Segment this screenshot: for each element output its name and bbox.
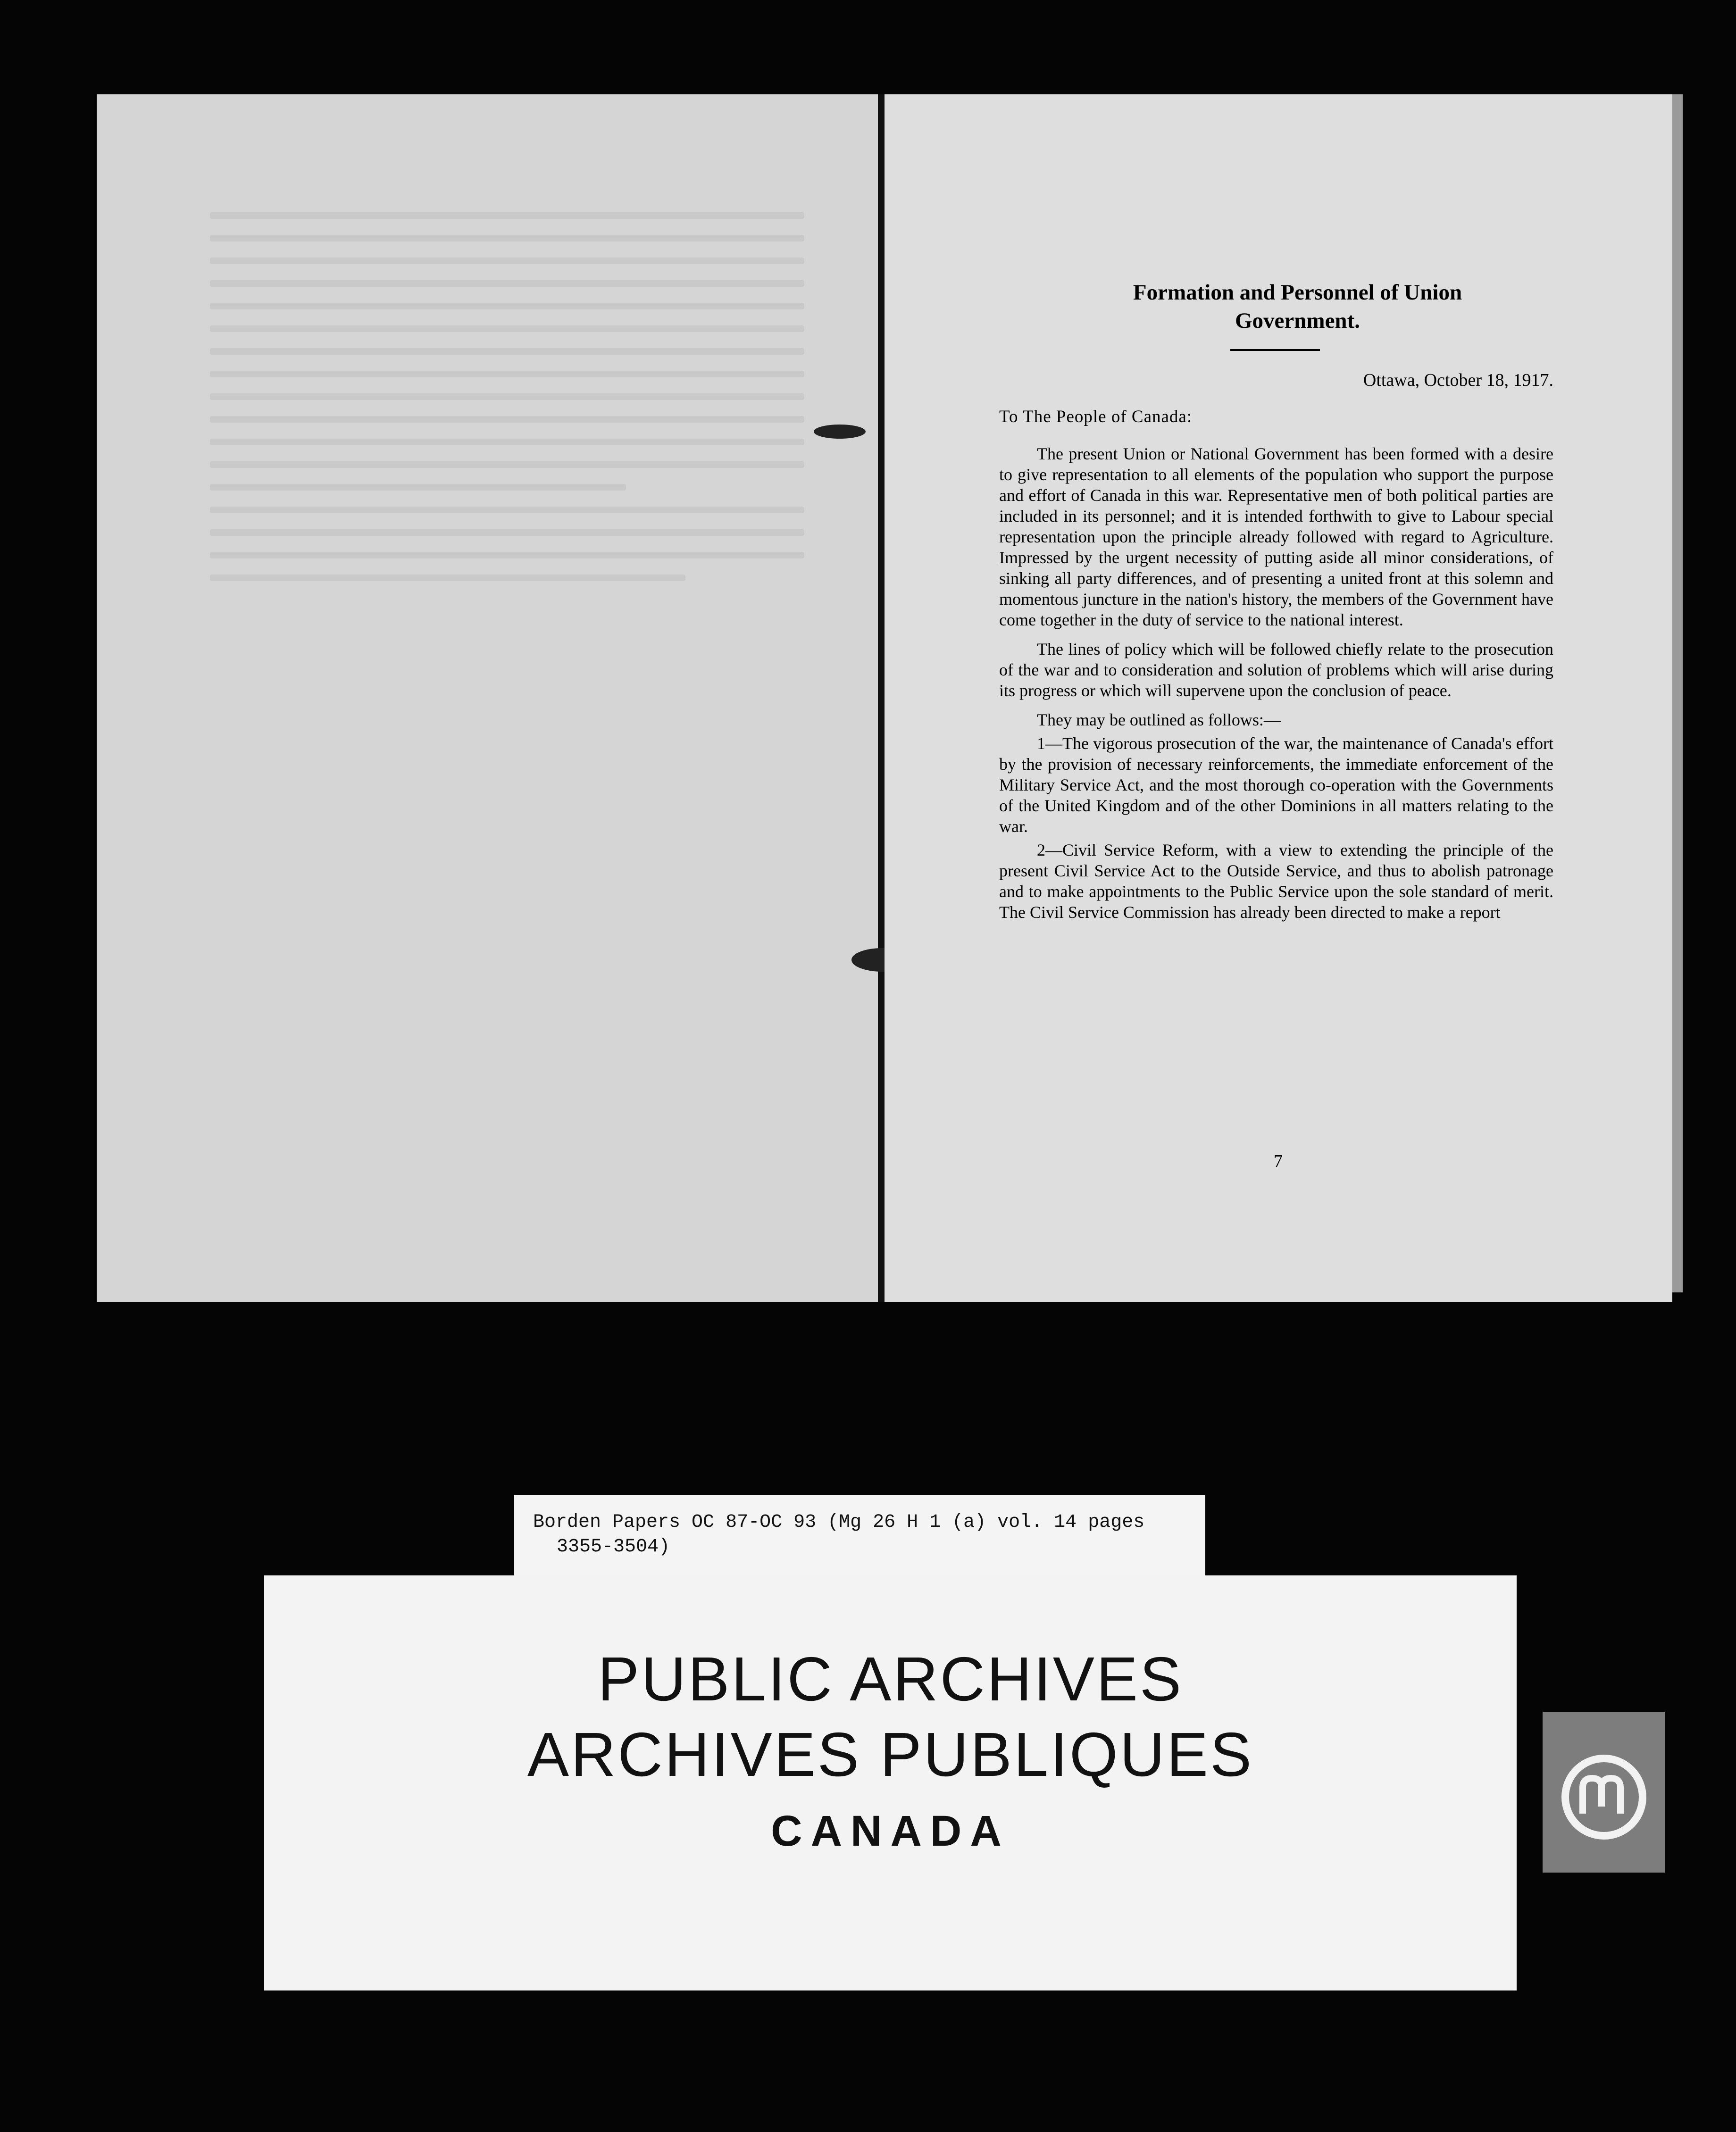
salutation: To The People of Canada:: [999, 407, 1193, 426]
paragraph: 2—Civil Service Reform, with a view to extending the principle of the present Civil Service Act to the Outside Service, and thus to abolish patronage and to make appointments to the Public Service upon the sole standard of merit. The Civil Service Commission has already been directed to make a report: [999, 841, 1553, 922]
archives-card: [264, 1575, 1517, 1990]
paragraph: The present Union or National Government has been formed with a desire to give representation to all elements of the population who support the purpose and effort of Canada in this war. Representative men of both political parties are included in its personnel; and it is intended forthwith to give to Labour special representation upon the principle already followed with regard to Agriculture. Impressed by the urgent necessity of putting aside all minor considerations, of sinking all party differences, and of presenting a united front at this solemn and momentous juncture in the nation's history, the members of the Government have come together in the duty of service to the national interest.: [999, 444, 1553, 629]
paragraph: They may be outlined as follows:—: [1037, 710, 1281, 729]
left-page-blank: [97, 94, 877, 1302]
title-rule: [1230, 349, 1320, 351]
page-number: 7: [1274, 1151, 1283, 1171]
archives-card-line-2: ARCHIVES PUBLIQUES: [527, 1720, 1254, 1789]
dateline: Ottawa, October 18, 1917.: [1363, 370, 1553, 390]
binding-gutter: [878, 94, 885, 1302]
page-stack-edge: [1672, 94, 1683, 1292]
bleed-through-text: [210, 212, 804, 597]
archives-card-line-1: PUBLIC ARCHIVES: [597, 1644, 1184, 1714]
paragraph: The lines of policy which will be followed chiefly relate to the prosecution of the war and to consideration and solution of problems which will arise during its progress or which will supervene upon the conclusion of peace.: [999, 640, 1553, 700]
document-title: [999, 278, 1553, 335]
microfilm-logo-icon: [1557, 1750, 1651, 1844]
archives-card-line-3: CANADA: [771, 1807, 1010, 1855]
label-line-1: Borden Papers OC 87-OC 93 (Mg 26 H 1 (a) vol. 14 pages: [533, 1512, 1145, 1533]
staple-hole-top: [814, 425, 866, 439]
logo-panel: [1543, 1712, 1665, 1873]
title-line-1: Formation and Personnel of Union: [1133, 280, 1462, 305]
reference-label-slip: [514, 1495, 1205, 1579]
title-line-2: Government.: [1235, 308, 1360, 333]
label-line-2: 3355-3504): [557, 1536, 670, 1557]
letter-text: [999, 278, 1553, 925]
paragraph: 1—The vigorous prosecution of the war, the maintenance of Canada's effort by the provision of necessary reinforcements, the immediate enforcement of the Military Service Act, and the most thorough co-operation with the Governments of the United Kingdom and of the other Dominions in all matters relating to the war.: [999, 734, 1553, 836]
